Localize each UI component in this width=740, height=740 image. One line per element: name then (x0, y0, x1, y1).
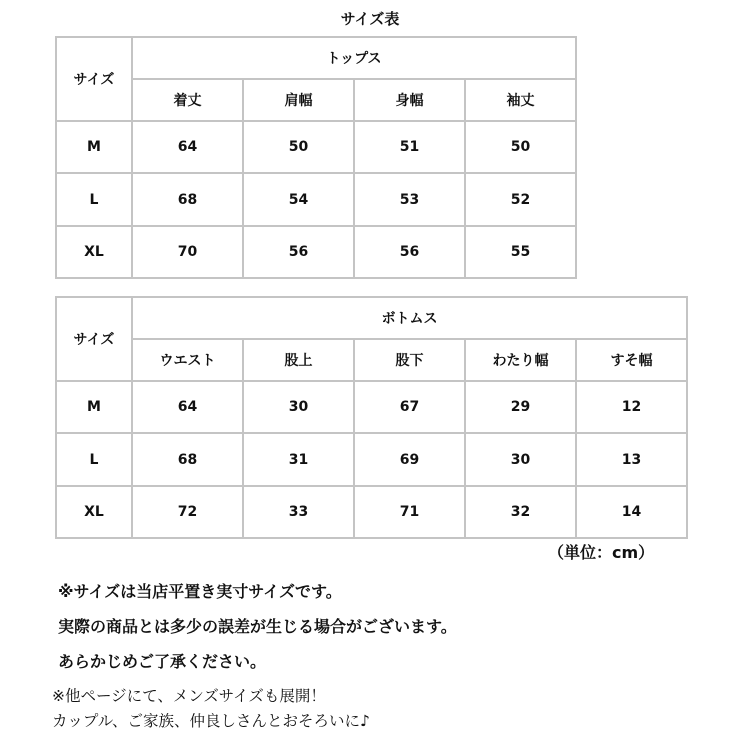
table-cell: 31 (243, 433, 354, 486)
note-line: あらかじめご了承ください。 (58, 652, 267, 671)
table-cell: 68 (132, 173, 243, 226)
promo-line: カップル、ご家族、仲良しさんとおそろいに♪ (52, 712, 370, 730)
table-cell: 29 (465, 381, 576, 433)
table-cell: 54 (243, 173, 354, 226)
note-line: 実際の商品とは多少の誤差が生じる場合がございます。 (58, 617, 457, 636)
notes-block (58, 574, 457, 679)
size-label: M (56, 381, 132, 433)
size-label: L (56, 433, 132, 486)
table-cell: 30 (243, 381, 354, 433)
table-row (56, 381, 687, 433)
size-label: XL (56, 486, 132, 538)
table-cell: 64 (132, 121, 243, 173)
table-cell: 32 (465, 486, 576, 538)
table-cell: 55 (465, 226, 576, 278)
table-cell: 69 (354, 433, 465, 486)
column-header: 着丈 (132, 79, 243, 121)
column-header: ウエスト (132, 339, 243, 381)
size-label: M (56, 121, 132, 173)
table-cell: 56 (354, 226, 465, 278)
table-row (56, 226, 576, 278)
table-cell: 12 (576, 381, 687, 433)
table-cell: 67 (354, 381, 465, 433)
table-cell: 51 (354, 121, 465, 173)
column-header: 股上 (243, 339, 354, 381)
table-cell: 68 (132, 433, 243, 486)
column-header: すそ幅 (576, 339, 687, 381)
bottoms-group-header: ボトムス (132, 297, 687, 339)
table-cell: 72 (132, 486, 243, 538)
table-cell: 14 (576, 486, 687, 538)
table-cell: 64 (132, 381, 243, 433)
table-cell: 53 (354, 173, 465, 226)
column-header: 肩幅 (243, 79, 354, 121)
table-row (56, 121, 576, 173)
table-cell: 71 (354, 486, 465, 538)
page-title: サイズ表 (340, 10, 400, 28)
table-cell: 50 (243, 121, 354, 173)
size-label: L (56, 173, 132, 226)
tops-size-table (55, 36, 577, 279)
table-cell: 13 (576, 433, 687, 486)
column-header: わたり幅 (465, 339, 576, 381)
table-cell: 70 (132, 226, 243, 278)
table-row (56, 486, 687, 538)
size-header: サイズ (56, 297, 132, 381)
note-line: ※サイズは当店平置き実寸サイズです。 (58, 582, 342, 601)
column-header: 股下 (354, 339, 465, 381)
table-row (56, 433, 687, 486)
tops-group-header: トップス (132, 37, 576, 79)
table-cell: 56 (243, 226, 354, 278)
table-cell: 50 (465, 121, 576, 173)
table-cell: 33 (243, 486, 354, 538)
table-cell: 30 (465, 433, 576, 486)
bottoms-size-table (55, 296, 688, 539)
unit-note: （単位：cm） (548, 543, 655, 562)
size-label: XL (56, 226, 132, 278)
table-row (56, 173, 576, 226)
size-header: サイズ (56, 37, 132, 121)
promo-block (52, 684, 370, 734)
promo-line: ※他ページにて、メンズサイズも展開！ (52, 687, 326, 705)
column-header: 身幅 (354, 79, 465, 121)
table-cell: 52 (465, 173, 576, 226)
column-header: 袖丈 (465, 79, 576, 121)
